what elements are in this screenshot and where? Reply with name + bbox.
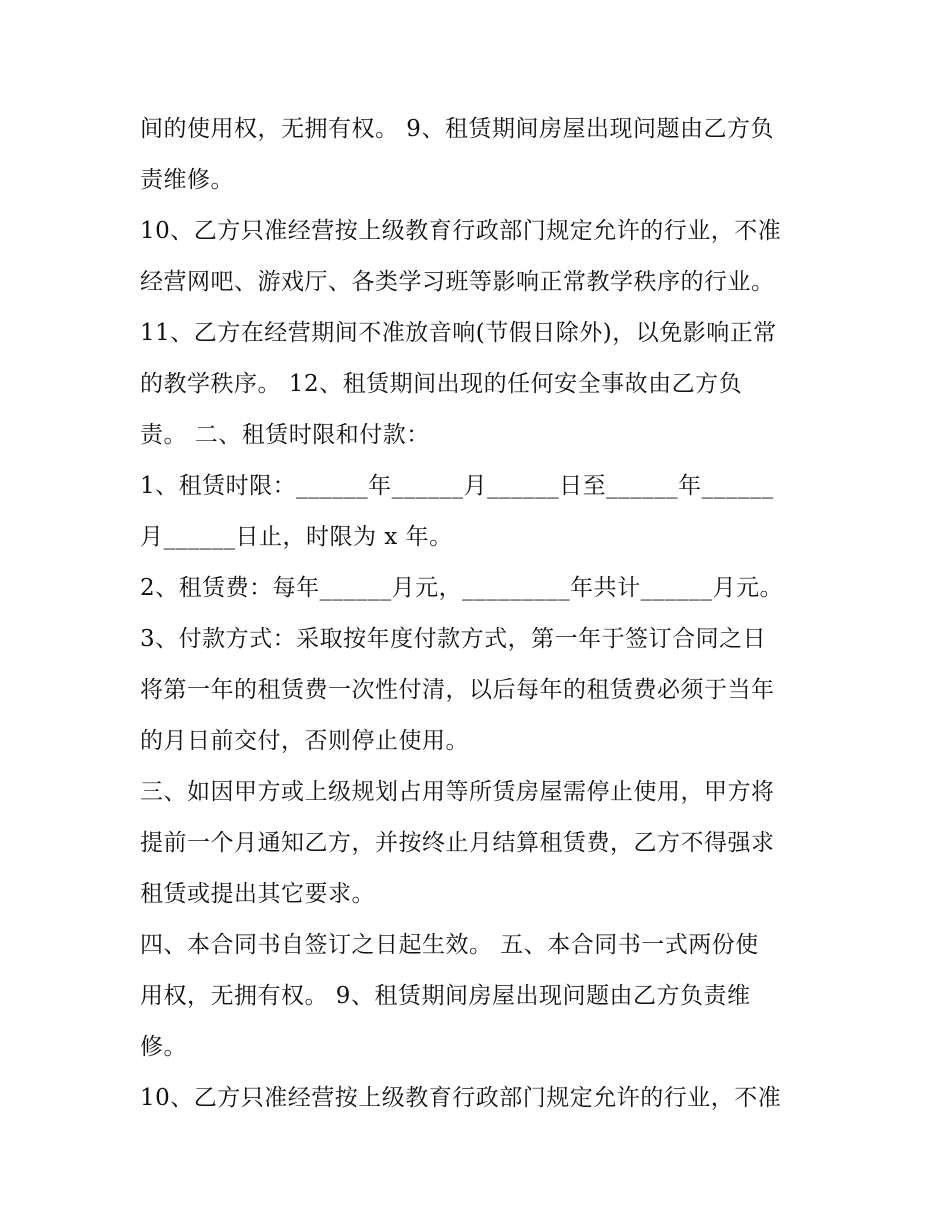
text-line-18: 用权，无拥有权。 9、租赁期间房屋出现问题由乙方负责维: [140, 983, 751, 1009]
text-line-9: 月______日止，时限为 x 年。: [140, 524, 453, 550]
text-line-12: 将第一年的租赁费一次性付清，以后每年的租赁费必须于当年: [140, 677, 775, 703]
text-line-2: 责维修。: [140, 167, 234, 193]
text-line-15: 提前一个月通知乙方，并按终止月结算租赁费，乙方不得强求: [140, 830, 775, 856]
text-line-7: 责。 二、租赁时限和付款：: [140, 422, 430, 448]
text-line-3: 10、乙方只准经营按上级教育行政部门规定允许的行业，不准: [140, 218, 782, 244]
text-line-19: 修。: [140, 1034, 187, 1060]
text-line-4: 经营网吧、游戏厅、各类学习班等影响正常教学秩序的行业。: [140, 269, 775, 295]
text-line-11: 3、付款方式：采取按年度付款方式，第一年于签订合同之日: [140, 626, 767, 652]
document-body: [140, 104, 820, 1124]
text-line-10: 2、租赁费：每年______月元，_________年共计______月元。: [140, 575, 784, 601]
text-line-16: 租赁或提出其它要求。: [140, 881, 375, 907]
text-line-8: 1、租赁时限：______年______月______日至______年______: [140, 473, 774, 499]
text-line-17: 四、本合同书自签订之日起生效。 五、本合同书一式两份使: [140, 932, 759, 958]
text-line-13: 的月日前交付，否则停止使用。: [140, 728, 469, 754]
text-line-1: 间的使用权，无拥有权。 9、租赁期间房屋出现问题由乙方负: [140, 116, 774, 142]
text-line-6: 的教学秩序。 12、租赁期间出现的任何安全事故由乙方负: [140, 371, 743, 397]
text-line-20: 10、乙方只准经营按上级教育行政部门规定允许的行业，不准: [140, 1085, 782, 1111]
text-line-5: 11、乙方在经营期间不准放音响(节假日除外)，以免影响正常: [140, 320, 777, 346]
text-line-14: 三、如因甲方或上级规划占用等所赁房屋需停止使用，甲方将: [140, 779, 775, 805]
